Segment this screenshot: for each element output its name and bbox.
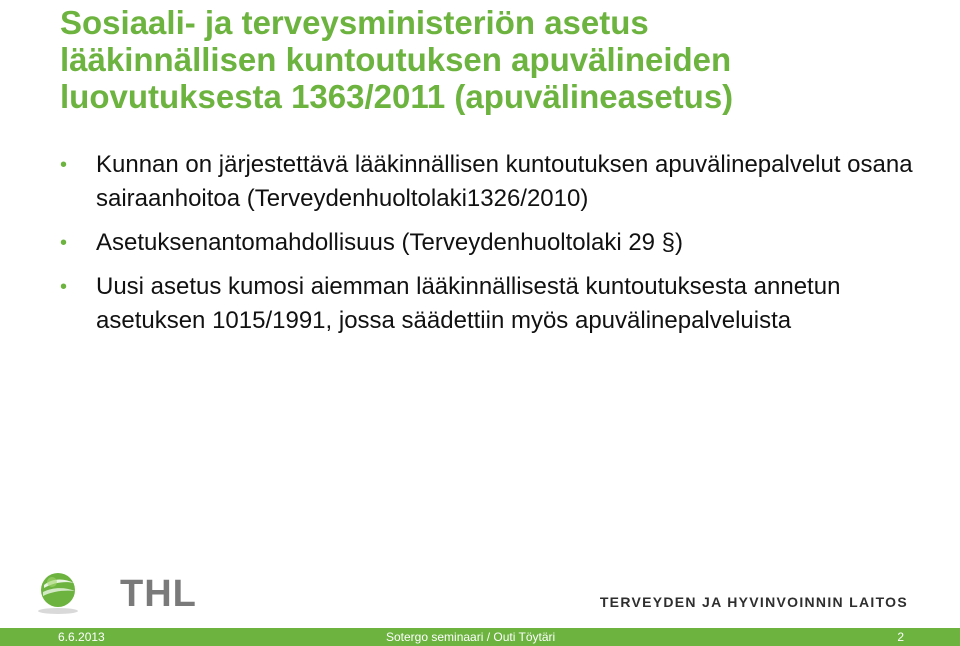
bullet-text: Kunnan on järjestettävä lääkinnällisen kuntoutuksen apuvälinepalvelut osana sairaanhoitoa (Terveydenhuoltolaki1326/2010) (96, 151, 913, 212)
bullet-list (60, 148, 930, 348)
bullet-marker: • (60, 232, 68, 254)
thl-globe-icon (34, 568, 84, 616)
footer-presenter: Sotergo seminaari / Outi Töytäri (386, 630, 556, 644)
bullet-marker: • (60, 276, 68, 298)
bullet-item (60, 226, 930, 260)
slide-title (60, 4, 940, 115)
bullet-text: Asetuksenantomahdollisuus (Terveydenhuoltolaki 29 §) (96, 229, 684, 256)
logo-text: THL (120, 573, 197, 615)
title-line: lääkinnällisen kuntoutuksen apuvälineiden (60, 41, 732, 78)
footer-date: 6.6.2013 (58, 630, 105, 644)
bullet-item (60, 148, 930, 216)
bullet-text: Uusi asetus kumosi aiemman lääkinnällisestä kuntoutuksesta annetun asetuksen 1015/1991, jossa säädettiin myös apuvälinepalveluista (96, 273, 841, 334)
title-line: Sosiaali- ja terveysministeriön asetus (60, 4, 649, 41)
bullet-marker: • (60, 154, 68, 176)
thl-logo (34, 568, 197, 616)
title-line: luovutuksesta 1363/2011 (apuvälineasetus) (60, 78, 734, 115)
footer-page-number: 2 (897, 630, 904, 644)
organization-name: TERVEYDEN JA HYVINVOINNIN LAITOS (599, 594, 908, 610)
footer-bar (0, 628, 960, 646)
bullet-item (60, 270, 930, 338)
